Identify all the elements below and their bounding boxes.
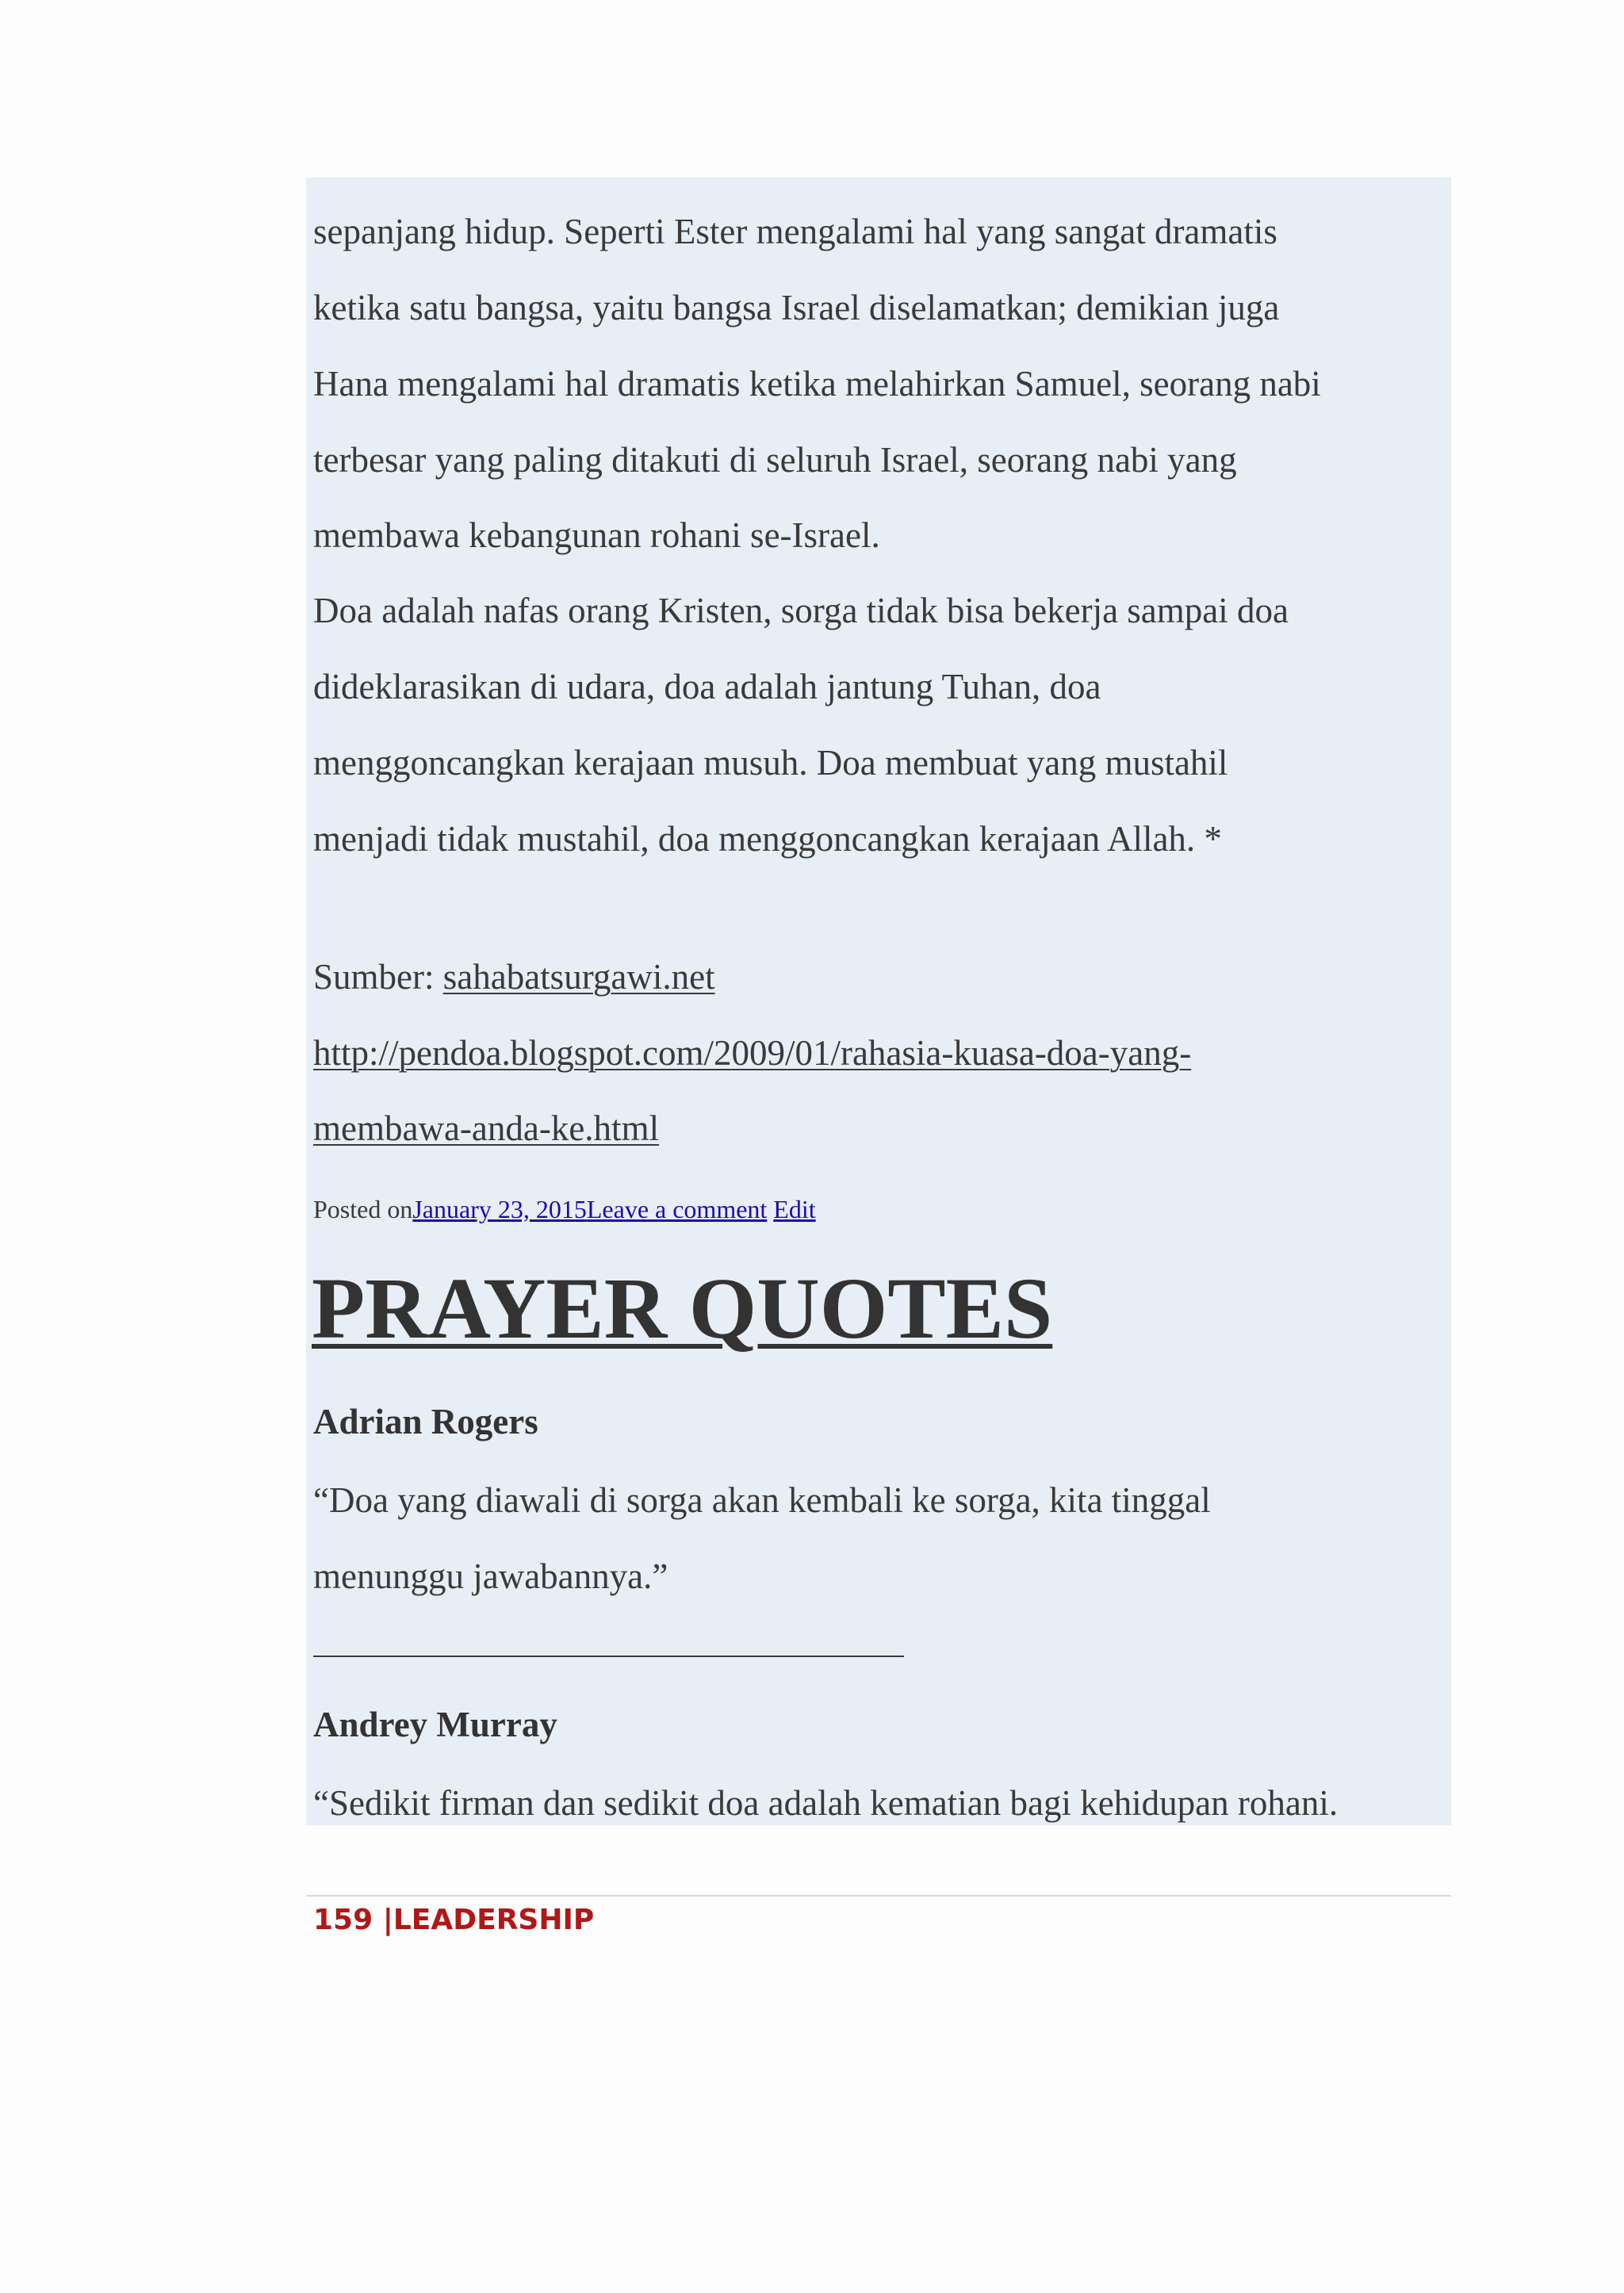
page-footer [313,1901,594,1940]
footer-separator: | [373,1904,393,1936]
paragraph-line: dideklarasikan di udara, doa adalah jantung Tuhan, doa [313,667,1101,706]
quote-text-line: menunggu jawabannya.” [313,1556,668,1596]
source-site-link[interactable]: sahabatsurgawi.net [442,957,715,997]
edit-link[interactable]: Edit [773,1195,816,1223]
posted-prefix: Posted on [313,1195,413,1223]
page-number: 159 [313,1904,373,1936]
paragraph-line: ketika satu bangsa, yaitu bangsa Israel diselamatkan; demikian juga [313,288,1280,327]
source-url-line [313,1090,659,1166]
footer-divider [306,1895,1451,1897]
paragraph-line: menggoncangkan kerajaan musuh. Doa membuat yang mustahil [313,743,1228,783]
paragraph-line: menjadi tidak mustahil, doa menggoncangkan kerajaan Allah. * [313,819,1222,859]
source-line [313,939,715,1015]
quote-divider [313,1656,904,1657]
quote-text-line: “Sedikit firman dan sedikit doa adalah kematian bagi kehidupan rohani. [313,1783,1339,1823]
source-url-line [313,1015,1191,1091]
post-meta [313,1189,816,1229]
paragraph-line: membawa kebangunan rohani se-Israel. [313,515,880,555]
post-date-link[interactable]: January 23, 2015 [412,1195,587,1223]
source-url-link-part1[interactable]: http://pendoa.blogspot.com/2009/01/rahasia-kuasa-doa-yang- [313,1033,1192,1073]
paragraph-line: sepanjang hidup. Seperti Ester mengalami hal yang sangat dramatis [313,212,1277,251]
leave-comment-link[interactable]: Leave a comment [586,1195,768,1223]
paragraph-line: terbesar yang paling ditakuti di seluruh Israel, seorang nabi yang [313,440,1237,480]
paragraph-line: Hana mengalami hal dramatis ketika melahirkan Samuel, seorang nabi [313,364,1321,404]
quote-text-line: “Doa yang diawali di sorga akan kembali ke sorga, kita tinggal [313,1480,1211,1520]
footer-section: LEADERSHIP [393,1904,595,1936]
section-heading[interactable]: PRAYER QUOTES [312,1260,1053,1357]
paragraph-line: Doa adalah nafas orang Kristen, sorga tidak bisa bekerja sampai doa [313,591,1289,630]
quote-author: Adrian Rogers [313,1402,538,1441]
quote-author: Andrey Murray [313,1705,557,1744]
source-url-link-part2[interactable]: membawa-anda-ke.html [313,1108,660,1148]
source-label: Sumber: [313,957,443,997]
